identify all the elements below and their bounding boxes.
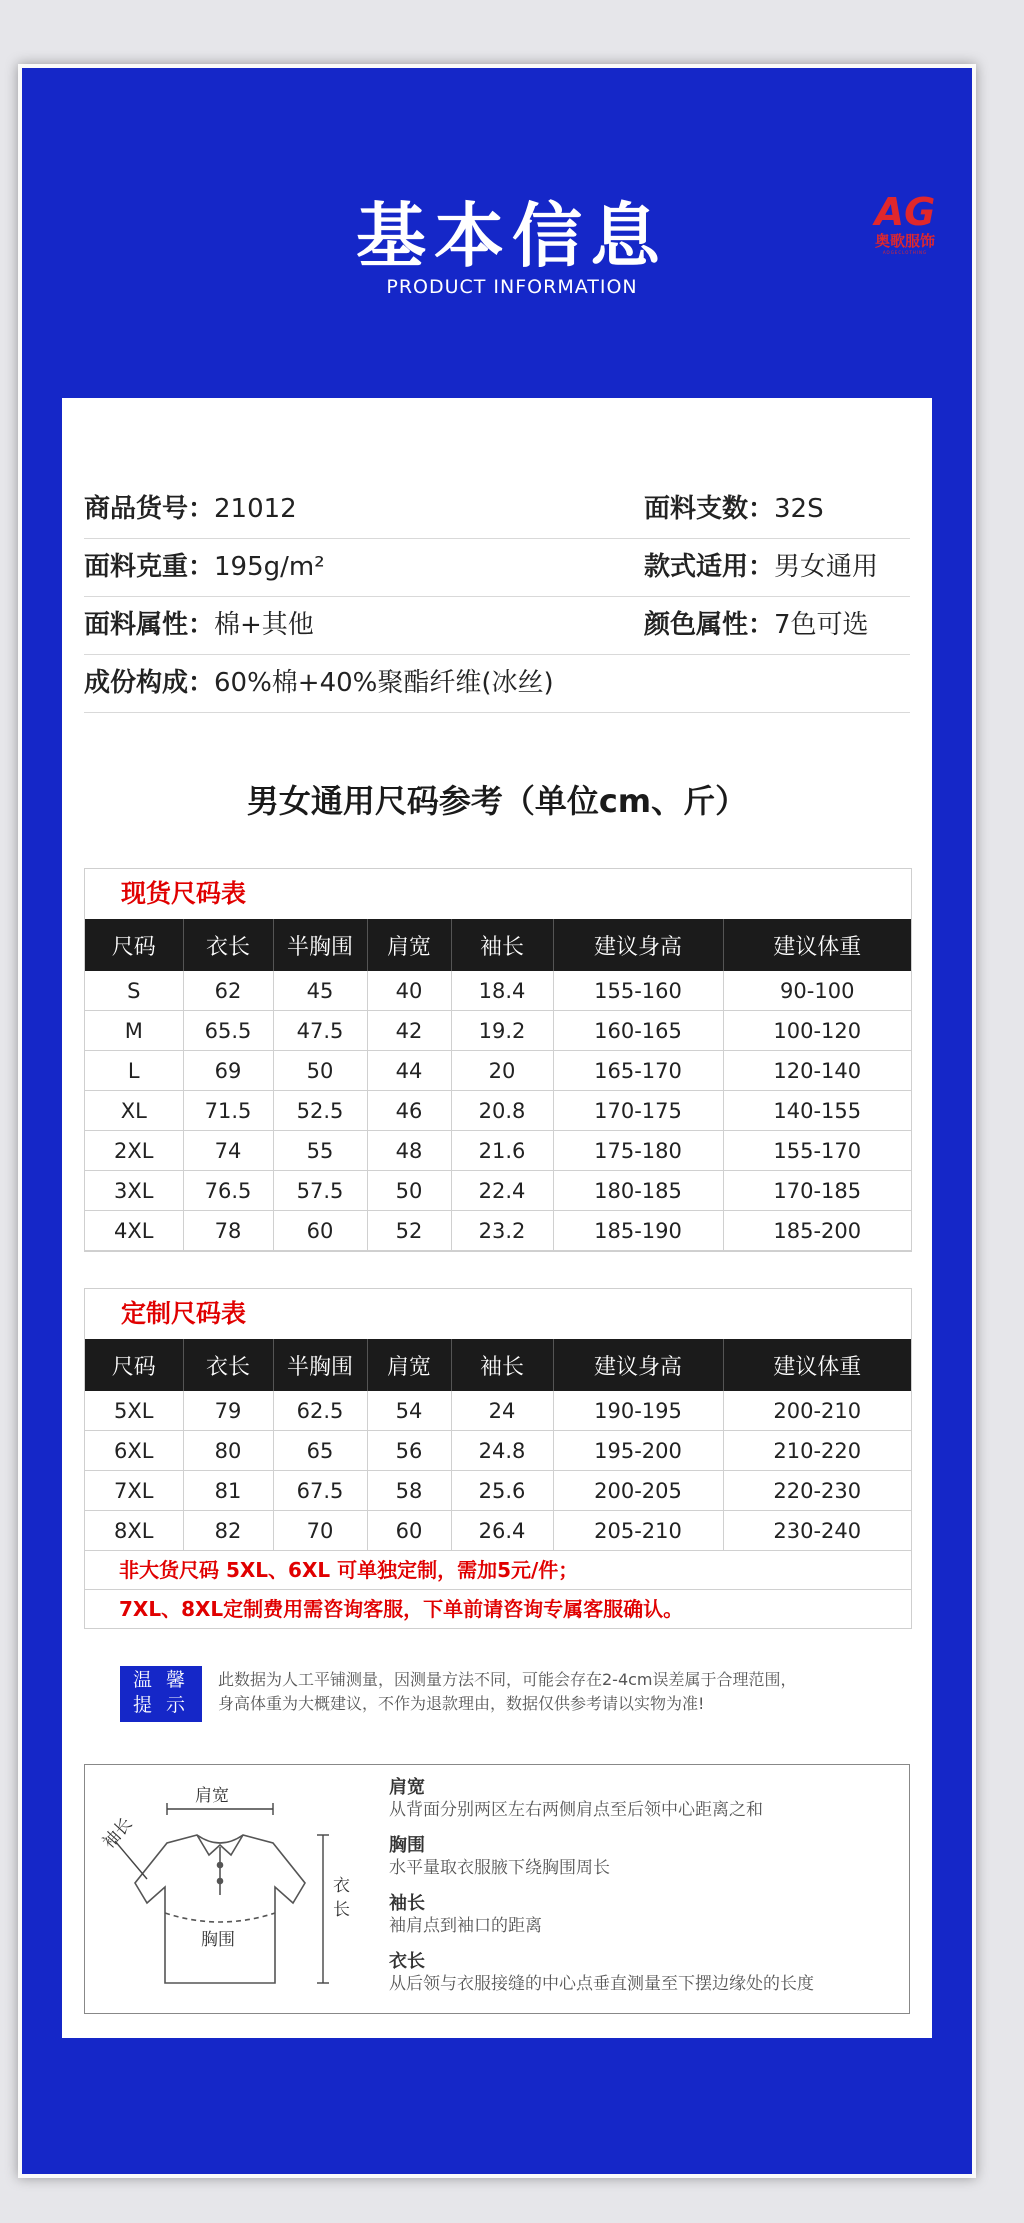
column-header: 袖长 xyxy=(451,919,553,971)
table-cell: 79 xyxy=(183,1391,273,1431)
item-no xyxy=(84,480,297,538)
measure-lines xyxy=(115,1803,329,1983)
table-cell: 60 xyxy=(367,1511,451,1551)
fabric-label: 面料属性： xyxy=(84,610,215,640)
def-length-title: 衣长 xyxy=(389,1951,425,1972)
tips-text xyxy=(218,1668,918,1716)
table-cell: 46 xyxy=(367,1091,451,1131)
table-cell: 58 xyxy=(367,1471,451,1511)
fabric-value: 棉+其他 xyxy=(214,610,314,640)
table-cell: 200-205 xyxy=(553,1471,723,1511)
table-cell: 180-185 xyxy=(553,1171,723,1211)
table-cell: 56 xyxy=(367,1431,451,1471)
table-cell: 71.5 xyxy=(183,1091,273,1131)
color-value: 7色可选 xyxy=(774,610,869,640)
column-header: 半胸围 xyxy=(273,919,367,971)
table-cell: 2XL xyxy=(85,1131,183,1171)
def-chest-title: 胸围 xyxy=(389,1835,425,1856)
logo-sub: AOGECLOTHING xyxy=(882,250,928,255)
color-attr xyxy=(644,596,869,654)
weight-label: 面料克重： xyxy=(84,552,215,582)
table-cell: 23.2 xyxy=(451,1211,553,1251)
table-cell: 170-175 xyxy=(553,1091,723,1131)
custom-note-2: 7XL、8XL定制费用需咨询客服，下单前请咨询专属客服确认。 xyxy=(85,1589,911,1628)
info-row-4 xyxy=(84,654,910,713)
table-cell: L xyxy=(85,1051,183,1091)
table-cell: 67.5 xyxy=(273,1471,367,1511)
table-cell: 60 xyxy=(273,1211,367,1251)
table-cell: 20.8 xyxy=(451,1091,553,1131)
table-row xyxy=(85,1171,911,1211)
composition-value: 60%棉+40%聚酯纤维(冰丝) xyxy=(214,668,554,698)
table-cell: 8XL xyxy=(85,1511,183,1551)
table-cell: 100-120 xyxy=(723,1011,911,1051)
label-sleeve: 袖长 xyxy=(98,1814,137,1853)
table-cell: 20 xyxy=(451,1051,553,1091)
column-header: 建议身高 xyxy=(553,919,723,971)
info-card xyxy=(62,398,932,2038)
table-cell: 4XL xyxy=(85,1211,183,1251)
def-shoulder xyxy=(389,1777,909,1821)
table-cell: 24.8 xyxy=(451,1431,553,1471)
measure-guide xyxy=(84,1764,910,2014)
table-cell: 81 xyxy=(183,1471,273,1511)
column-header: 衣长 xyxy=(183,919,273,971)
tips-badge-line2: 提 示 xyxy=(132,1694,190,1716)
table-cell: 69 xyxy=(183,1051,273,1091)
table-cell: 24 xyxy=(451,1391,553,1431)
label-length-2: 长 xyxy=(333,1900,350,1920)
yarn-label: 面料支数： xyxy=(644,494,775,524)
table-row xyxy=(85,1511,911,1551)
column-header: 建议体重 xyxy=(723,919,911,971)
table-cell: 210-220 xyxy=(723,1431,911,1471)
label-length-1: 衣 xyxy=(333,1876,350,1896)
def-shoulder-desc: 从背面分别两区左右两侧肩点至后领中心距离之和 xyxy=(389,1800,763,1820)
table-cell: XL xyxy=(85,1091,183,1131)
column-header: 肩宽 xyxy=(367,919,451,971)
def-sleeve-desc: 袖肩点到袖口的距离 xyxy=(389,1916,542,1936)
table-cell: 70 xyxy=(273,1511,367,1551)
info-row-3 xyxy=(84,596,910,655)
custom-table-caption: 定制尺码表 xyxy=(121,1299,247,1328)
table-cell: 47.5 xyxy=(273,1011,367,1051)
custom-header-row xyxy=(85,1339,911,1391)
custom-table xyxy=(85,1339,911,1551)
table-row xyxy=(85,1051,911,1091)
table-cell: 19.2 xyxy=(451,1011,553,1051)
table-cell: S xyxy=(85,971,183,1011)
table-cell: 57.5 xyxy=(273,1171,367,1211)
table-cell: 230-240 xyxy=(723,1511,911,1551)
table-cell: 185-200 xyxy=(723,1211,911,1251)
column-header: 衣长 xyxy=(183,1339,273,1391)
table-cell: 44 xyxy=(367,1051,451,1091)
yarn-value: 32S xyxy=(774,494,824,524)
table-cell: 45 xyxy=(273,971,367,1011)
label-chest: 胸围 xyxy=(201,1930,235,1950)
table-cell: 22.4 xyxy=(451,1171,553,1211)
page-subtitle: PRODUCT INFORMATION xyxy=(386,276,638,298)
item-no-value: 21012 xyxy=(214,494,297,524)
table-cell: 7XL xyxy=(85,1471,183,1511)
table-cell: M xyxy=(85,1011,183,1051)
table-cell: 21.6 xyxy=(451,1131,553,1171)
table-cell: 195-200 xyxy=(553,1431,723,1471)
info-row-1 xyxy=(84,480,910,539)
table-cell: 3XL xyxy=(85,1171,183,1211)
table-cell: 50 xyxy=(367,1171,451,1211)
table-cell: 6XL xyxy=(85,1431,183,1471)
logo-name: 奥歌服饰 xyxy=(874,232,935,250)
table-cell: 18.4 xyxy=(451,971,553,1011)
table-row xyxy=(85,1011,911,1051)
table-cell: 155-170 xyxy=(723,1131,911,1171)
tips-badge xyxy=(120,1666,202,1722)
item-no-label: 商品货号： xyxy=(84,494,215,524)
table-row xyxy=(85,971,911,1011)
label-shoulder: 肩宽 xyxy=(195,1786,229,1806)
table-cell: 42 xyxy=(367,1011,451,1051)
table-cell: 62 xyxy=(183,971,273,1011)
weight-value: 195g/m² xyxy=(214,552,325,582)
def-sleeve-title: 袖长 xyxy=(389,1893,425,1914)
color-label: 颜色属性： xyxy=(644,610,775,640)
column-header: 建议体重 xyxy=(723,1339,911,1391)
table-cell: 90-100 xyxy=(723,971,911,1011)
stock-table-caption: 现货尺码表 xyxy=(121,879,247,908)
composition xyxy=(84,654,554,712)
stock-header-row xyxy=(85,919,911,971)
fabric-weight xyxy=(84,538,325,596)
table-row xyxy=(85,1431,911,1471)
column-header: 半胸围 xyxy=(273,1339,367,1391)
column-header: 建议身高 xyxy=(553,1339,723,1391)
stock-size-table xyxy=(84,868,912,1252)
table-cell: 54 xyxy=(367,1391,451,1431)
brand-logo xyxy=(860,192,950,256)
def-shoulder-title: 肩宽 xyxy=(389,1777,425,1798)
page-title: 基本信息 xyxy=(356,195,668,277)
table-cell: 175-180 xyxy=(553,1131,723,1171)
table-cell: 170-185 xyxy=(723,1171,911,1211)
shirt-diagram xyxy=(85,1765,385,2011)
tips-badge-line1: 温 馨 xyxy=(132,1669,190,1691)
logo-mark: AG xyxy=(874,190,936,234)
polo-shirt-icon xyxy=(135,1835,305,1983)
table-cell: 40 xyxy=(367,971,451,1011)
table-cell: 65 xyxy=(273,1431,367,1471)
table-cell: 220-230 xyxy=(723,1471,911,1511)
table-cell: 205-210 xyxy=(553,1511,723,1551)
table-cell: 76.5 xyxy=(183,1171,273,1211)
table-row xyxy=(85,1131,911,1171)
style-fit xyxy=(644,538,878,596)
column-header: 尺码 xyxy=(85,1339,183,1391)
table-cell: 200-210 xyxy=(723,1391,911,1431)
def-sleeve xyxy=(389,1893,909,1937)
def-length xyxy=(389,1951,909,1995)
table-cell: 52.5 xyxy=(273,1091,367,1131)
column-header: 尺码 xyxy=(85,919,183,971)
table-cell: 74 xyxy=(183,1131,273,1171)
table-cell: 160-165 xyxy=(553,1011,723,1051)
style-label: 款式适用： xyxy=(644,552,775,582)
table-cell: 185-190 xyxy=(553,1211,723,1251)
table-cell: 65.5 xyxy=(183,1011,273,1051)
table-cell: 120-140 xyxy=(723,1051,911,1091)
yarn-count xyxy=(644,480,824,538)
table-cell: 82 xyxy=(183,1511,273,1551)
table-cell: 80 xyxy=(183,1431,273,1471)
table-cell: 50 xyxy=(273,1051,367,1091)
column-header: 肩宽 xyxy=(367,1339,451,1391)
stock-table xyxy=(85,919,911,1251)
tips-line-2: 身高体重为大概建议，不作为退款理由，数据仅供参考请以实物为准! xyxy=(218,1694,705,1713)
def-chest-desc: 水平量取衣服腋下绕胸围周长 xyxy=(389,1858,610,1878)
table-cell: 62.5 xyxy=(273,1391,367,1431)
table-cell: 190-195 xyxy=(553,1391,723,1431)
table-cell: 26.4 xyxy=(451,1511,553,1551)
custom-size-table xyxy=(84,1288,912,1629)
fabric-attr xyxy=(84,596,314,654)
table-row xyxy=(85,1211,911,1251)
info-row-2 xyxy=(84,538,910,597)
def-chest xyxy=(389,1835,909,1879)
table-cell: 25.6 xyxy=(451,1471,553,1511)
column-header: 袖长 xyxy=(451,1339,553,1391)
composition-label: 成份构成： xyxy=(84,668,215,698)
table-cell: 165-170 xyxy=(553,1051,723,1091)
custom-note-1: 非大货尺码 5XL、6XL 可单独定制，需加5元/件； xyxy=(119,1558,579,1582)
table-row xyxy=(85,1391,911,1431)
table-row xyxy=(85,1091,911,1131)
table-cell: 155-160 xyxy=(553,971,723,1011)
def-length-desc: 从后领与衣服接缝的中心点垂直测量至下摆边缘处的长度 xyxy=(389,1974,814,1994)
size-heading: 男女通用尺码参考（单位cm、斤） xyxy=(246,782,748,820)
tips-line-1: 此数据为人工平铺测量，因测量方法不同，可能会存在2-4cm误差属于合理范围， xyxy=(218,1670,797,1689)
table-cell: 55 xyxy=(273,1131,367,1171)
style-value: 男女通用 xyxy=(774,552,879,582)
table-cell: 140-155 xyxy=(723,1091,911,1131)
table-cell: 78 xyxy=(183,1211,273,1251)
table-cell: 48 xyxy=(367,1131,451,1171)
table-cell: 5XL xyxy=(85,1391,183,1431)
table-row xyxy=(85,1471,911,1511)
table-cell: 52 xyxy=(367,1211,451,1251)
